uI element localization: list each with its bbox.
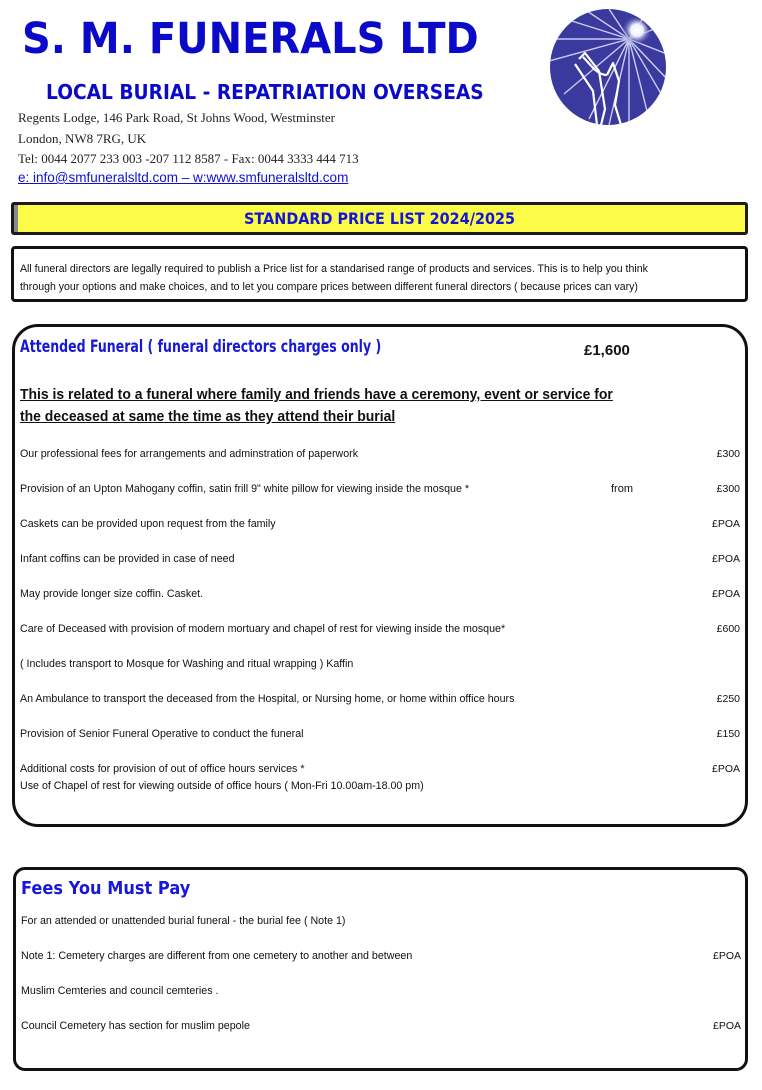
attended-funeral-total-price: £1,600 [584,342,630,359]
item-price: £POA [711,763,740,775]
item-label: Infant coffins can be provided in case of need [20,553,235,565]
fees-you-must-pay-section [13,867,748,1071]
phone-fax-line: Tel: 0044 2077 233 003 -207 112 8587 - Fax: 0044 3333 444 713 [18,151,359,166]
item-label: Provision of Senior Funeral Operative to conduct the funeral [20,728,304,740]
attended-funeral-section [12,324,748,827]
item-label: For an attended or unattended burial funeral - the burial fee ( Note 1) [21,915,346,927]
item-label: Muslim Cemteries and council cemteries . [21,985,219,997]
item-label: Council Cemetery has section for muslim pepole [21,1020,250,1032]
item-price: £600 [716,623,740,635]
item-label: Additional costs for provision of out of office hours services * [20,763,305,775]
price-row [20,780,740,800]
item-price: £POA [712,950,741,962]
item-label: Care of Deceased with provision of modern mortuary and chapel of rest for viewing inside the mosque* [20,623,506,635]
price-list-title-bar [11,202,748,235]
price-row [20,658,740,678]
item-price: £POA [711,553,740,565]
item-label: Provision of an Upton Mahogany coffin, satin frill 9" white pillow for viewing inside the mosque * [20,483,470,495]
price-row [21,985,741,1005]
price-row [21,915,741,935]
item-price: £POA [711,588,740,600]
item-label: ( Includes transport to Mosque for Washing and ritual wrapping ) Kaffin [20,658,354,670]
description-line-2: the deceased at same the time as they attend their burial [20,408,396,425]
item-label: An Ambulance to transport the deceased from the Hospital, or Nursing home, or home within office hours [20,693,515,705]
item-price: £POA [711,518,740,530]
price-row [20,623,740,643]
intro-notice-box [11,246,748,302]
fees-section-title: Fees You Must Pay [21,878,191,899]
item-price: £150 [716,728,740,740]
price-row [21,950,741,970]
address-line-1: Regents Lodge, 146 Park Road, St Johns Wood, Westminster [18,110,335,125]
price-row [20,728,740,748]
price-row [20,588,740,608]
item-label: Our professional fees for arrangements and adminstration of paperwork [20,448,359,460]
company-tagline: LOCAL BURIAL - REPATRIATION OVERSEAS [46,80,484,104]
intro-line-1: All funeral directors are legally required to publish a Price list for a standarised range of products and services. This is to help you think [20,263,648,275]
item-label: Caskets can be provided upon request from the family [20,518,276,530]
praying-hands-sun-logo-icon [549,9,667,125]
attended-funeral-description [20,384,671,428]
item-price: £300 [716,483,740,495]
item-label: Note 1: Cemetery charges are different from one cemetery to another and between [21,950,413,962]
price-row [20,693,740,713]
email-website-link[interactable]: e: info@smfuneralsltd.com – w:www.smfuneralsltd.com [18,170,349,185]
price-row [20,518,740,538]
description-line-1: This is related to a funeral where family and friends have a ceremony, event or service for [20,386,613,403]
price-row [20,483,740,503]
price-row [20,448,740,468]
company-name: S. M. FUNERALS LTD [22,14,479,64]
price-list-title: STANDARD PRICE LIST 2024/2025 [243,209,515,228]
price-row [20,553,740,573]
attended-funeral-title: Attended Funeral ( funeral directors charges only ) [20,337,382,357]
address-line-2: London, NW8 7RG, UK [18,131,147,146]
item-price: £300 [716,448,740,460]
price-row [21,1020,741,1040]
item-price: £POA [712,1020,741,1032]
item-label: May provide longer size coffin. Casket. [20,588,204,600]
item-from-label: from [611,483,633,495]
intro-line-2: through your options and make choices, and to let you compare prices between different funeral directors ( because prices can vary) [20,281,638,293]
item-price: £250 [716,693,740,705]
item-label: Use of Chapel of rest for viewing outside of office hours ( Mon-Fri 10.00am-18.00 pm) [20,780,424,792]
